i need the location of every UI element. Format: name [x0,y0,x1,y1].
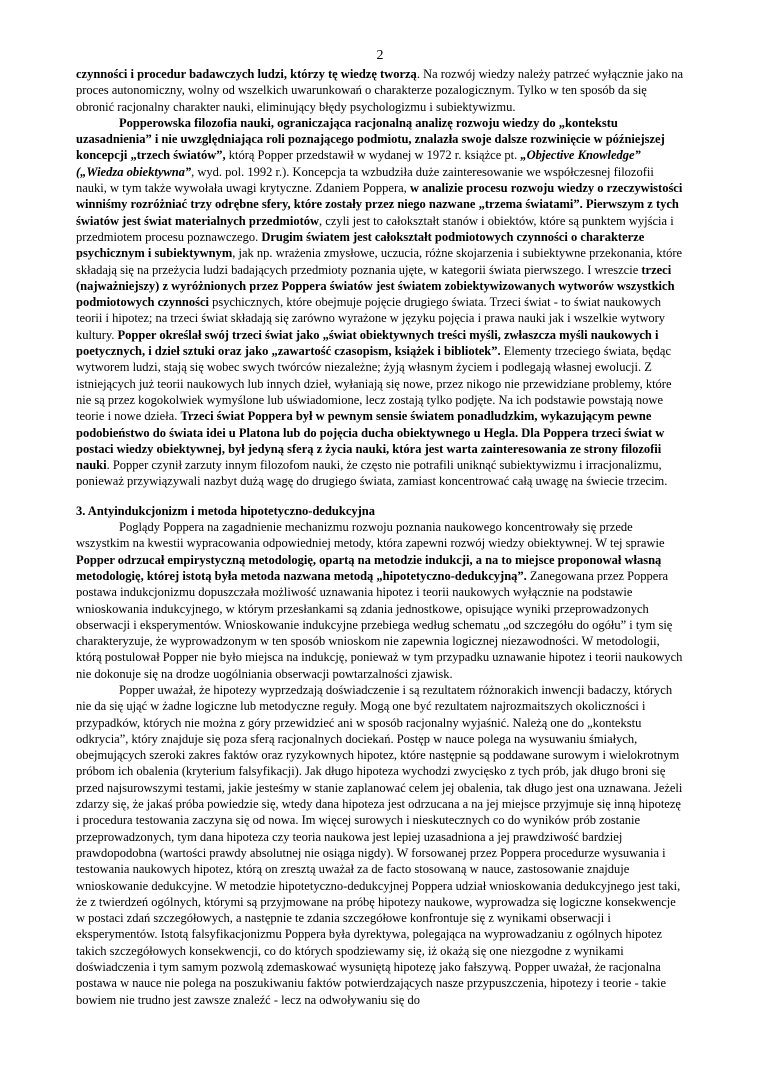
text-run: Zanegowana przez Poppera postawa indukcjonizmu dopuszczała możliwość uznawania hipotez i teorii naukowych wyłącznie na podstawie wnioskowania indukcyjnego, w którym przesłankami są zdania jednostkowe, opisujące wyniki przeprowadzonych obserwacji i eksperymentów. Wnioskowanie indukcyjne przebiega według schematu „od szczegółu do ogółu” i tym się charakteryzuje, że wyprowadzonym w ten sposób wnioskom nie zapewnia logicznej niezawodności. W metodologii, którą postulował Popper nie było miejsca na indukcję, ponieważ w tym przypadku uznawanie hipotez i teorii naukowych nie dokonuje się na drodze uogólniania obserwacji powtarzalności zjawisk. [76,568,683,681]
text-run: Elementy trzeciego świata, będąc wytworem ludzi, stają się wobec swych twórców niezależne; żyją własnym życiem i podlegają własnej ewolucji. Z istniejących już teorii naukowych lub innych dzieł, wyłaniają się nowe, przez nikogo nie przewidziane problemy, które nie są przez kogokolwiek wymyślone lub uświadomione, lecz zostają tylko podjęte. Na ich podstawie powstają nowe teorie i nowe dzieła. [76,344,672,424]
paragraph-hypothetico-deductive [76,682,686,1008]
section-heading: 3. Antyindukcjonizm i metoda hipotetyczno-dedukcyjna [76,503,375,518]
text-run: , jak np. wrażenia zmysłowe, uczucia, różne skojarzenia i subiektywne przekonania, które składają się na przeżycia ludzi badających przedmioty poznania ujęte, w kategorii świata pierwszego. I wreszcie [76,246,683,277]
bold-text-run: trzeci (najważniejszy) z wyróżnionych przez Poppera światów jest światem zobiektywizowanych wytworów wszystkich podmiotowych czynności [76,262,675,310]
bold-text-run: Trzeci świat Poppera był w pewnym sensie światem ponadludzkim, wykazującym pewne podobieństwo do świata idei u Platona lub do pojęcia ducha obiektywnego u Hegla. Dla Poppera trzeci świat w postaci wiedzy obiektywnej, był jedyną sferą z życia nauki, która jest warta zainteresowania ze strony filozofii nauki [76,409,665,473]
paragraph-intro-continuation [76,66,686,115]
bold-text-run: Drugim światem jest całokształt podmiotowych czynności o charakterze psychicznym i subiektywnym [76,229,645,261]
bold-text-run: czynności i procedur badawczych ludzi, którzy tę wiedzę tworzą [76,67,417,81]
bold-text-run: Popperowska filozofia nauki, ograniczająca racjonalną analizę rozwoju wiedzy do „kontekstu uzasadnienia” i nie uwzględniająca roli poznającego podmiotu, znalazła swoje dalsze rozwinięcie w późniejszej koncepcji „trzech światów”, [76,115,665,163]
page-number: 2 [376,48,384,63]
document-body [76,66,686,1008]
text-run: którą Popper przedstawił w wydanej w 1972 r. książce pt. [225,148,521,163]
paragraph-three-worlds [76,115,686,490]
bold-text-run: w analizie procesu rozwoju wiedzy o rzeczywistości winniśmy rozróżniać trzy odrębne sfery, które zostały przez niego nazwane „trzema światami”. Pierwszym z tych światów jest świat materialnych przedmiotów [76,181,683,228]
text-run: . Na rozwój wiedzy należy patrzeć wyłącznie jako na proces autonomiczny, wolny od wszelkich uwarunkowań o charakterze pozalogicznym. Tylko w ten sposób da się obronić racjonalny charakter nauki, eliminujący błędy psychologizmu i subiektywizmu. [76,67,683,114]
text-run: Popper uważał, że hipotezy wyprzedzają doświadczenie i są rezultatem różnorakich inwencji badaczy, których nie da się ująć w żadne logiczne lub metodyczne reguły. Mogą one być rezultatem najrozmaitszych okoliczności i przypadków, których nie można z góry przewidzieć ani w sposób racjonalny wyjaśnić. Należą one do „kontekstu odkrycia”, który znajduje się poza sferą racjonalnych dociekań. Postęp w nauce polega na wysuwaniu śmiałych, obejmujących szeroki zakres faktów oraz ryzykownych hipotez, które następnie są poddawane surowym i wielokrotnym próbom ich obalenia (kryterium falsyfikacji). Jak długo hipoteza wychodzi zwycięsko z tych prób, jak długo broni się przed najsurowszymi testami, jakie jesteśmy w stanie zaplanować celem jej obalenia, tak długo jest ona uznawana. Jeżeli zdarzy się, że jakaś próba powiedzie się, wtedy dana hipoteza jest odrzucana a na jej miejsce przyjmuje się inną hipotezę i procedura testowania zaczyna się od nowa. Im więcej surowych i nieskutecznych co do wyników prób zostanie przeprowadzonych, tym dana hipoteza czy teoria naukowa jest lepiej uzasadniona a jej prawdziwość bardziej prawdopodobna (wartości prawdy absolutnej nie osiąga nigdy). W forsowanej przez Poppera procedurze wysuwania i testowania naukowych hipotez, którą on zresztą uważał za de facto stosowaną w nauce, zastosowanie znajduje wnioskowanie dedukcyjne. W metodzie hipotetyczno-dedukcyjnej Poppera udział wnioskowania dedukcyjnego jest taki, że z twierdzeń ogólnych, którymi są przyjmowane na próbę hipotezy naukowe, wyprowadza się logiczne konsekwencje w postaci zdań szczegółowych, a następnie te zdania szczegółowe konfrontuje się z wynikami obserwacji i eksperymentów. Istotą falsyfikacjonizmu Poppera była dyrektywa, polegająca na wyprowadzaniu z ogólnych hipotez takich szczegółowych konsekwencji, co do których spodziewamy się, iż okażą się one niezgodne z wynikami doświadczenia i tym samym pozwolą zdemaskować wysuniętą hipotezę jako fałszywą. Popper uważał, że racjonalna postawa w nauce nie polega na poszukiwaniu faktów potwierdzających nasze przypuszczenia, hipotezy i teorie - takie bowiem nie trudno jest zawsze znaleźć - lecz na odwoływaniu się do [76,682,683,1007]
bold-text-run: Popper określał swój trzeci świat jako „świat obiektywnych treści myśli, zwłaszcza myśli naukowych i poetycznych, i dzieł sztuki oraz jako „zawartość czasopism, książek i bibliotek”. [76,327,659,359]
text-run: , czyli jest to całokształt stanów i obiektów, które są punktem wyjścia i przedmiotem procesu poznawczego. [76,213,674,244]
text-run: , wyd. pol. 1992 r.). Koncepcja ta wzbudziła duże zainteresowanie we współczesnej filozofii nauki, w tym także wywołała uwagi krytyczne. Zdaniem Poppera, [76,164,654,196]
text-run: . Popper czynił zarzuty innym filozofom nauki, że często nie potrafili uniknąć subiektywizmu i irracjonalizmu, ponieważ przywiązywali nazbyt dużą wagę do drugiego świata, zamiast koncentrować całą uwagę na świecie trzecim. [76,458,668,489]
text-run: psychicznych, które obejmuje pojęcie drugiego świata. Trzeci świat - to świat naukowych teorii i hipotez; na trzeci świat składają się zarówno wyrażone w języku pojęcia i prawa nauki jak i wszelkie wytwory kultury. [76,295,666,342]
paragraph-anti-inductionism [76,519,686,682]
bold-text-run: „Objective Knowledge” („Wiedza obiektywna” [76,148,641,179]
text-run: Poglądy Poppera na zagadnienie mechanizmu rozwoju poznania naukowego koncentrowały się przede wszystkim na kwestii wypracowania odpowiedniej metody, która zapewni rozwój wiedzy obiektywnej. W tej sprawie [76,520,665,551]
bold-text-run: Popper odrzucał empirystyczną metodologię, opartą na metodzie indukcji, a na to miejsce proponował własną metodologię, której istotą była metoda nazwana metodą „hipotetyczno-dedukcyjną”. [76,552,662,583]
